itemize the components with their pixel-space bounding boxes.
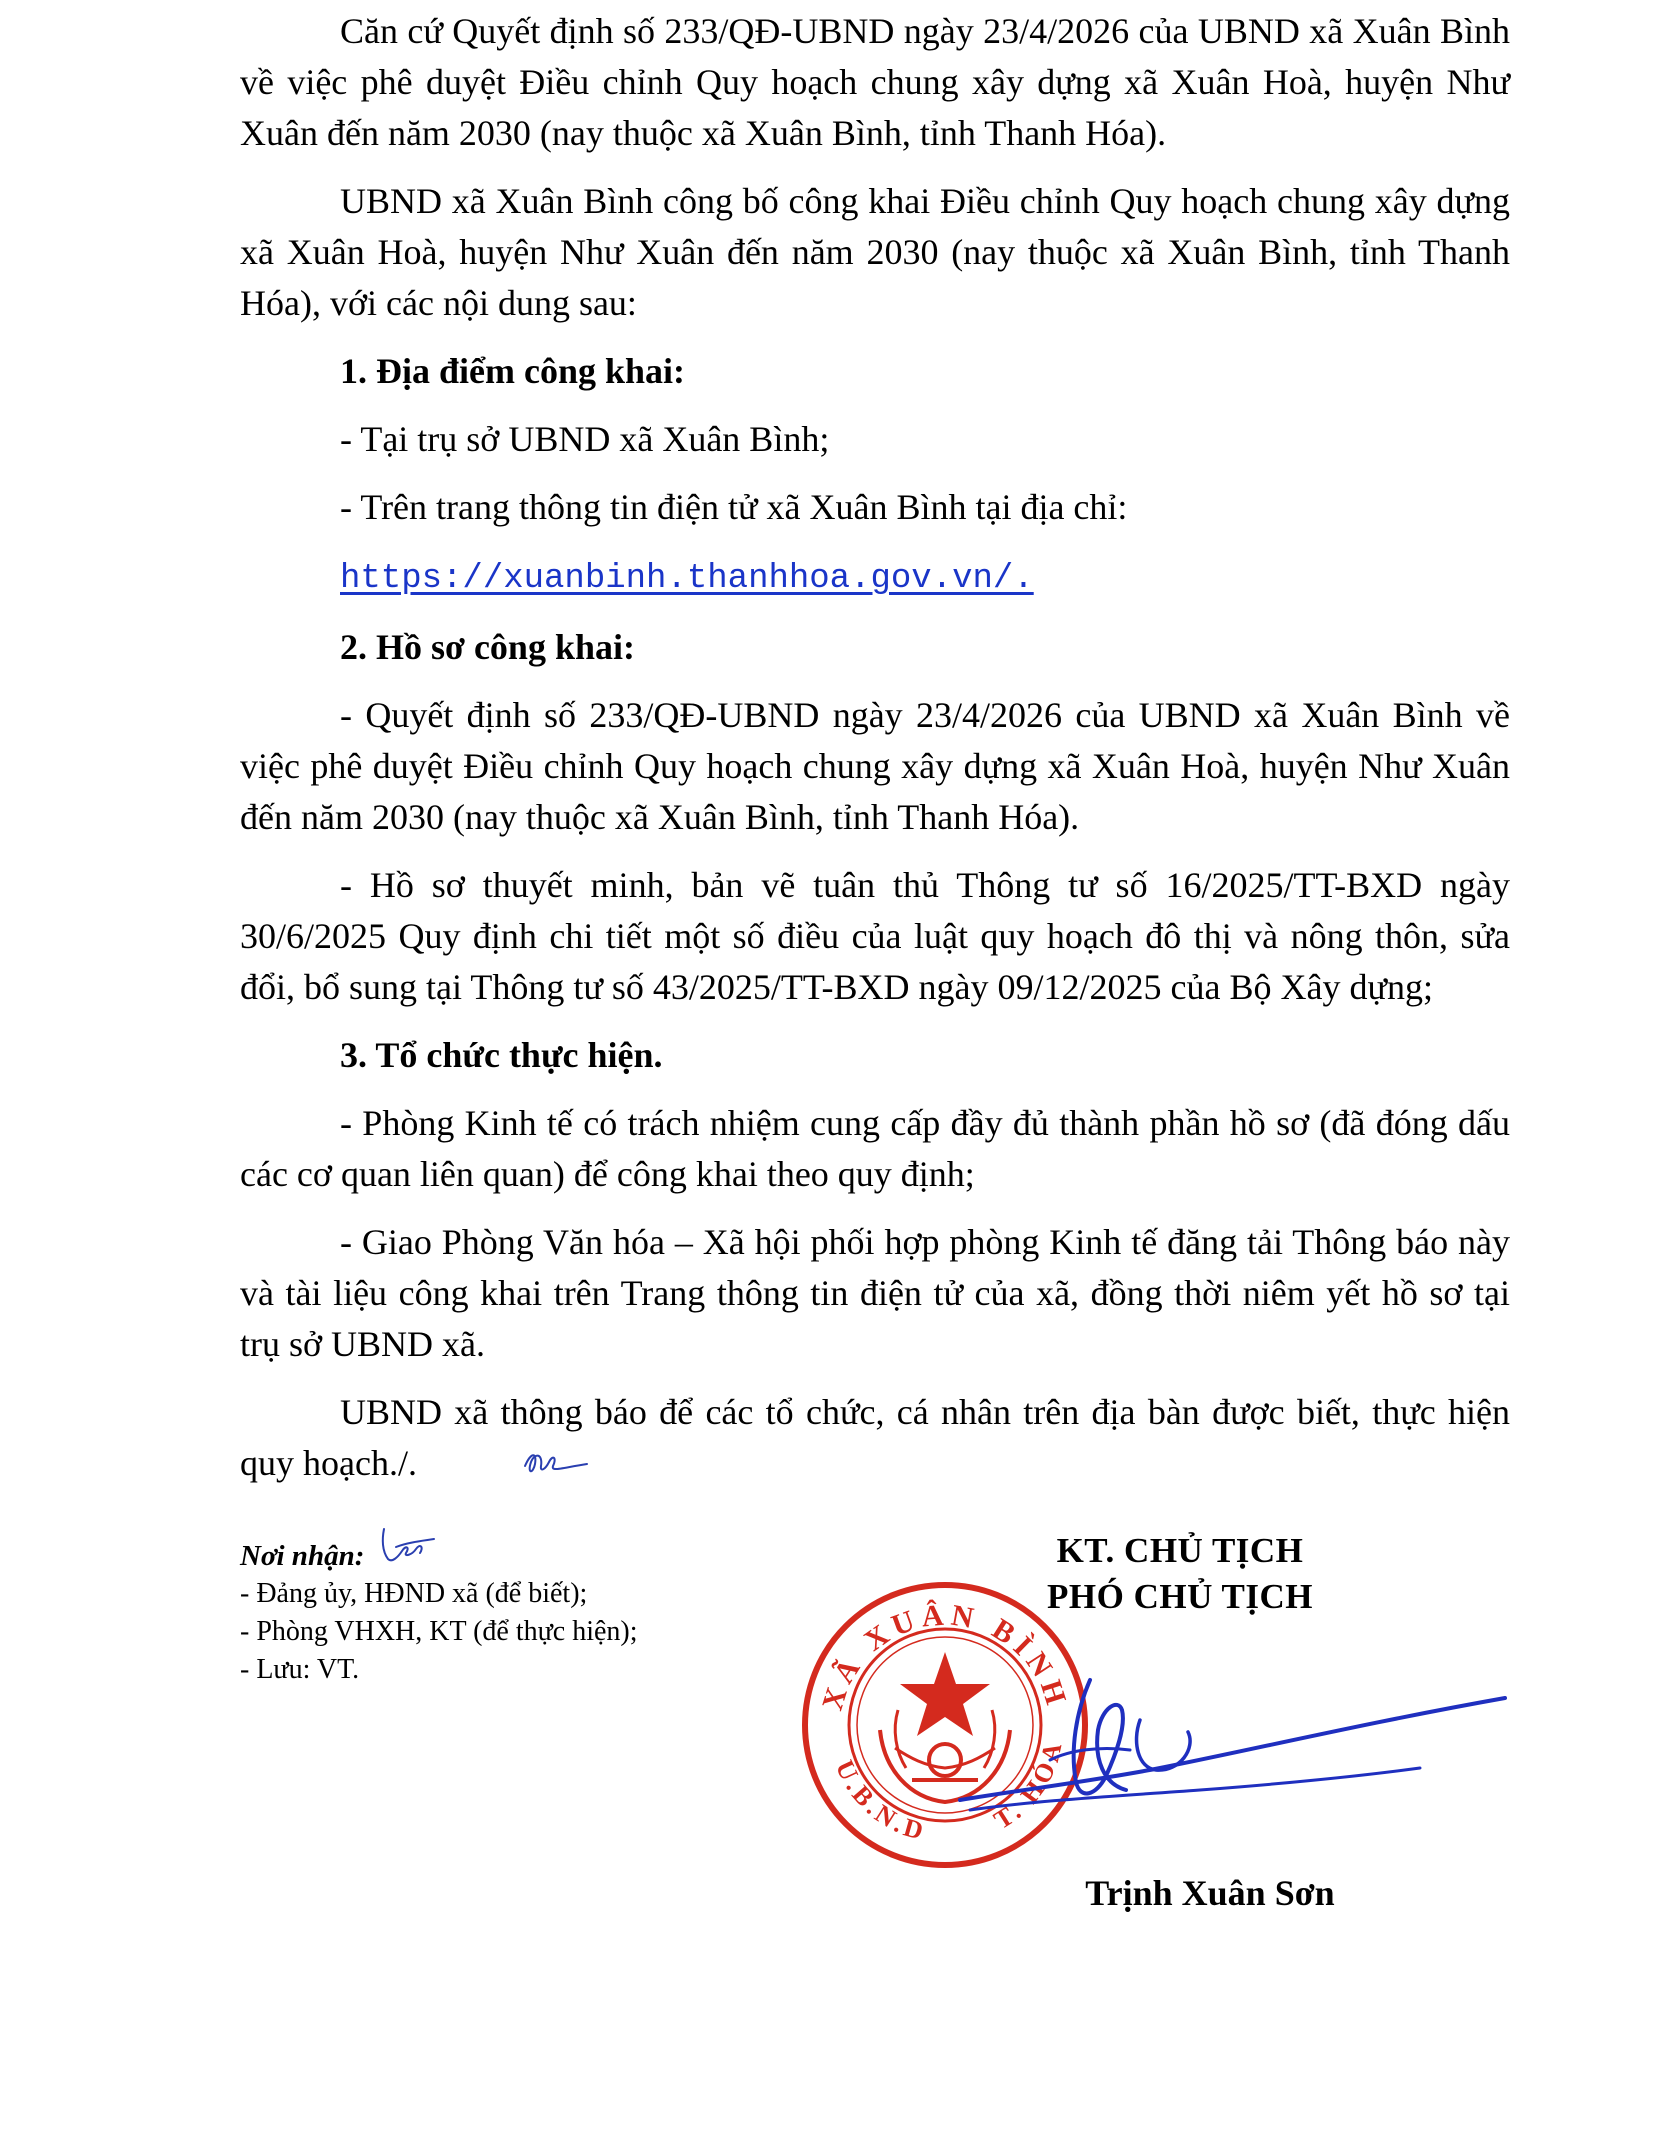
paragraph-announcement: UBND xã Xuân Bình công bố công khai Điều chỉnh Quy hoạch chung xây dựng xã Xuân Hoà, huyện Như Xuân đến năm 2030 (nay thuộc xã Xuân Bình, tỉnh Thanh Hóa), với các nội dung sau: xyxy=(240,181,1510,323)
recipients-title-text: Nơi nhận: xyxy=(240,1540,365,1572)
section-2-heading: 2. Hồ sơ công khai: xyxy=(340,627,635,667)
paragraph-legal-basis: Căn cứ Quyết định số 233/QĐ-UBND ngày 23/4/2026 của UBND xã Xuân Bình về việc phê duyệt Điều chỉnh Quy hoạch chung xây dựng xã Xuân Hoà, huyện Như Xuân đến năm 2030 (nay thuộc xã Xuân Bình, tỉnh Thanh Hóa). xyxy=(240,11,1510,153)
section-1-heading: 1. Địa điểm công khai: xyxy=(340,351,686,391)
section-2-item-2: - Hồ sơ thuyết minh, bản vẽ tuân thủ Thông tư số 16/2025/TT-BXD ngày 30/6/2025 Quy định chi tiết một số điều của luật quy hoạch đô thị và nông thôn, sửa đổi, bổ sung tại Thông tư số 43/2025/TT-BXD ngày 09/12/2025 của Bộ Xây dựng; xyxy=(240,865,1510,1007)
website-link[interactable]: https://xuanbinh.thanhhoa.gov.vn/. xyxy=(340,560,1034,598)
section-3-item-1: - Phòng Kinh tế có trách nhiệm cung cấp đầy đủ thành phần hồ sơ (đã đóng dấu các cơ quan liên quan) để công khai theo quy định; xyxy=(240,1103,1510,1194)
section-1-item-1: - Tại trụ sở UBND xã Xuân Bình; xyxy=(340,419,830,459)
recipient-item: - Phòng VHXH, KT (để thực hiện); xyxy=(240,1616,638,1647)
closing-text: UBND xã thông báo để các tổ chức, cá nhân trên địa bàn được biết, thực hiện quy hoạch./. xyxy=(240,1392,1510,1483)
handwritten-initials-icon xyxy=(421,1441,591,1492)
sign-title-line-2: PHÓ CHỦ TỊCH xyxy=(1047,1577,1313,1616)
section-1-item-2: - Trên trang thông tin điện tử xã Xuân Bình tại địa chỉ: xyxy=(340,487,1128,527)
handwritten-signature-icon xyxy=(900,1650,1510,1850)
seal-text-bottom: U.B.N.D xyxy=(829,1755,931,1847)
closing-paragraph xyxy=(240,1387,1510,1492)
recipients-block xyxy=(240,1525,840,1689)
recipients-title xyxy=(240,1525,840,1575)
recipient-item: - Đảng ủy, HĐND xã (để biết); xyxy=(240,1578,588,1609)
recipient-item: - Lưu: VT. xyxy=(240,1654,360,1685)
seal-text-top: XÃ XUÂN BÌNH xyxy=(815,1598,1075,1715)
section-3-heading: 3. Tổ chức thực hiện. xyxy=(340,1035,663,1075)
approval-initials-icon xyxy=(376,1525,436,1575)
section-2-item-1: - Quyết định số 233/QĐ-UBND ngày 23/4/2026 của UBND xã Xuân Bình về việc phê duyệt Điều chỉnh Quy hoạch chung xây dựng xã Xuân Hoà, huyện Như Xuân đến năm 2030 (nay thuộc xã Xuân Bình, tỉnh Thanh Hóa). xyxy=(240,695,1510,837)
section-3-item-2: - Giao Phòng Văn hóa – Xã hội phối hợp phòng Kinh tế đăng tải Thông báo này và tài liệu công khai trên Trang thông tin điện tử của xã, đồng thời niêm yết hồ sơ tại trụ sở UBND xã. xyxy=(240,1222,1510,1364)
seal-text-right: T. HÓA xyxy=(988,1736,1069,1835)
document-body xyxy=(240,6,1510,1509)
signer-name: Trịnh Xuân Sơn xyxy=(1085,1873,1335,1913)
sign-title-line-1: KT. CHỦ TỊCH xyxy=(1056,1531,1304,1570)
website-link-line xyxy=(240,550,1510,605)
